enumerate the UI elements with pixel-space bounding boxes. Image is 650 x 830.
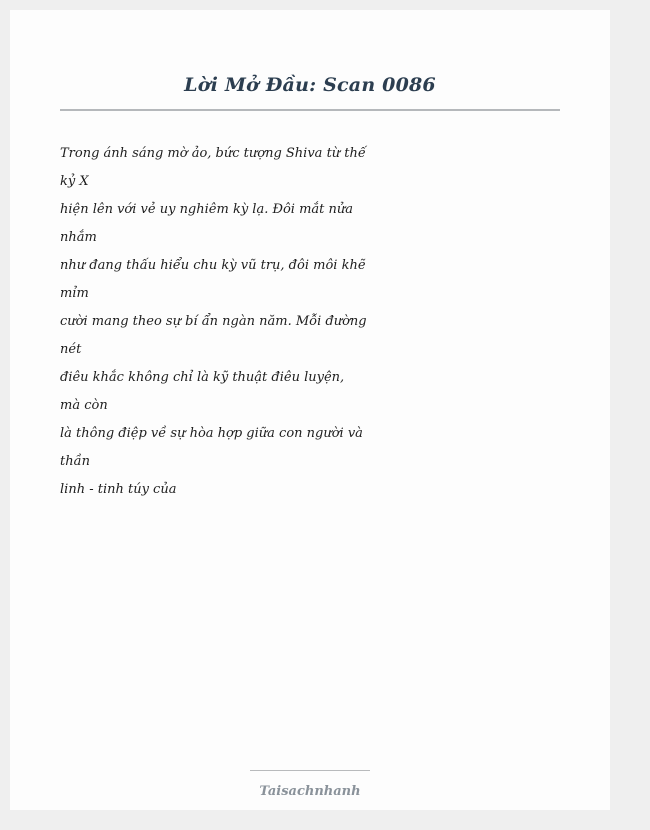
document-page xyxy=(10,10,610,810)
text-line: cười mang theo sự bí ẩn ngàn năm. Mỗi đường xyxy=(60,314,367,329)
text-line: nhắm xyxy=(60,230,97,245)
page-title: Lời Mở Đầu: Scan 0086 xyxy=(184,74,436,96)
text-line: hiện lên với vẻ uy nghiêm kỳ lạ. Đôi mắt nửa xyxy=(60,202,354,217)
body-text xyxy=(60,140,380,504)
text-line: thần xyxy=(60,454,90,469)
title-divider xyxy=(60,109,560,111)
text-line: mà còn xyxy=(60,398,108,413)
text-line: mỉm xyxy=(60,286,89,301)
text-line: kỷ X xyxy=(60,174,89,189)
footer-divider xyxy=(250,770,370,771)
text-line: Trong ánh sáng mờ ảo, bức tượng Shiva từ thế xyxy=(60,146,366,161)
text-line: linh - tinh túy của xyxy=(60,482,177,497)
text-line: điêu khắc không chỉ là kỹ thuật điêu luyện, xyxy=(60,370,345,385)
text-line: nét xyxy=(60,342,82,357)
text-line: là thông điệp về sự hòa hợp giữa con người và xyxy=(60,426,363,441)
text-line: như đang thấu hiểu chu kỳ vũ trụ, đôi môi khẽ xyxy=(60,258,366,273)
footer-brand: Taisachnhanh xyxy=(259,784,361,799)
